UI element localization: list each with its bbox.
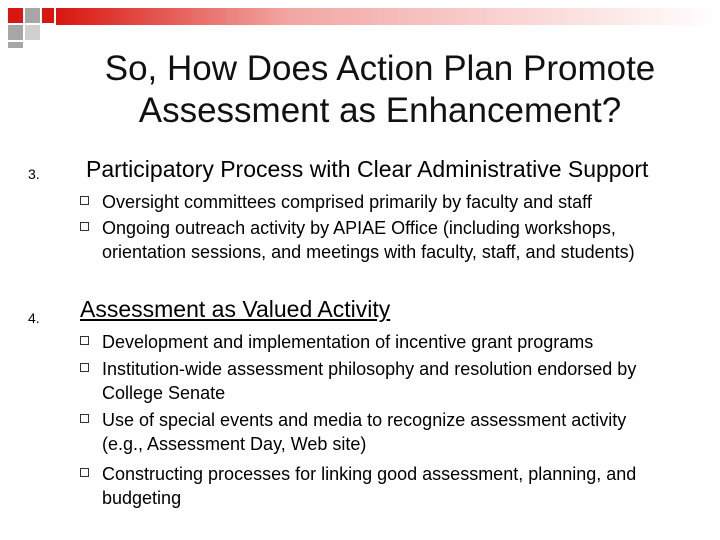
- checkbox-square-icon: [80, 222, 89, 231]
- list-item: [80, 216, 680, 264]
- corner-square: [25, 25, 40, 40]
- corner-square: [8, 25, 23, 40]
- list-item: [80, 462, 680, 510]
- checkbox-square-icon: [80, 336, 89, 345]
- checkbox-square-icon: [80, 196, 89, 205]
- slide-title: [40, 48, 720, 132]
- header-gradient-bar: [56, 8, 720, 25]
- checkbox-square-icon: [80, 414, 89, 423]
- corner-square: [8, 42, 23, 48]
- list-item-text: Ongoing outreach activity by APIAE Office (including workshops, orientation sessions, and meetings with faculty, staff, and students): [102, 218, 635, 262]
- corner-square: [42, 8, 54, 23]
- list-item-text: Oversight committees comprised primarily by faculty and staff: [102, 192, 592, 212]
- list-item-text: Use of special events and media to recognize assessment activity (e.g., Assessment Day, Web site): [102, 410, 627, 454]
- list-item-text: Development and implementation of incentive grant programs: [102, 332, 594, 352]
- title-line-2: Assessment as Enhancement?: [138, 91, 622, 130]
- title-line-1: So, How Does Action Plan Promote: [104, 49, 656, 88]
- list-item: [80, 408, 680, 456]
- section-heading: Participatory Process with Clear Administrative Support: [86, 156, 649, 182]
- section-number: 4.: [28, 310, 40, 326]
- section-number: 3.: [28, 166, 40, 182]
- checkbox-square-icon: [80, 468, 89, 477]
- section-heading: Assessment as Valued Activity: [80, 296, 391, 322]
- list-item-text: Constructing processes for linking good assessment, planning, and budgeting: [102, 464, 637, 508]
- checkbox-square-icon: [80, 363, 89, 372]
- list-item-text: Institution-wide assessment philosophy and resolution endorsed by College Senate: [102, 359, 637, 403]
- corner-square: [8, 8, 23, 23]
- list-item: [80, 190, 680, 214]
- list-item: [80, 357, 680, 405]
- list-item: [80, 330, 680, 354]
- corner-square: [25, 8, 40, 23]
